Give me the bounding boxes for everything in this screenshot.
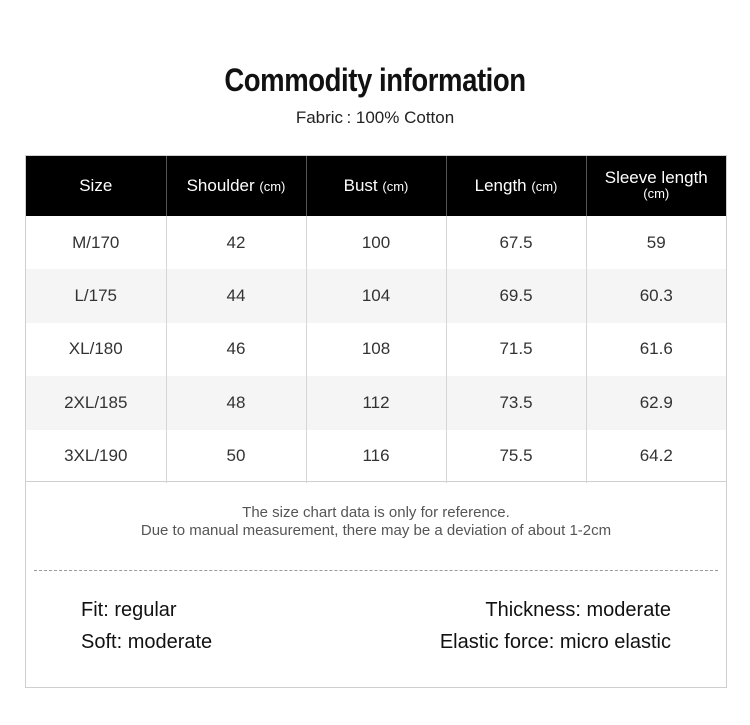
column-header-bust: Bust (cm) [306,156,446,216]
cell-bust: 112 [306,376,446,429]
cell-shoulder: 46 [166,323,306,376]
cell-length: 75.5 [446,430,586,483]
cell-bust: 104 [306,269,446,322]
cell-size: M/170 [26,216,166,269]
notes-panel [25,482,727,688]
fit-property: Fit: regular [81,599,177,621]
table-row [26,216,726,269]
unit-label: (cm) [382,179,409,194]
cell-shoulder: 50 [166,430,306,483]
unit-label: (cm) [531,179,558,194]
thickness-property: Thickness: moderate [485,599,671,621]
dashed-divider [34,570,718,571]
cell-sleeve-length: 62.9 [586,376,726,429]
cell-sleeve-length: 59 [646,232,666,252]
cell-length: 73.5 [446,376,586,429]
soft-property: Soft: moderate [81,631,213,653]
cell-bust: 108 [306,323,446,376]
cell-bust: 100 [306,216,446,269]
cell-size: 2XL/185 [26,376,166,429]
cell-length: 71.5 [446,323,586,376]
table-header-row [26,156,726,216]
table-row [26,323,726,376]
cell-length: 69.5 [446,269,586,322]
page-title: Commodity information [224,62,526,98]
cell-length: 67.5 [446,216,586,269]
cell-sleeve-length: 64.2 [639,446,673,466]
cell-sleeve-length: 61.6 [639,339,673,359]
table-row [26,430,726,483]
unit-label: (cm) [259,179,286,194]
column-header-length: Length (cm) [446,156,586,216]
unit-label: (cm) [643,185,670,201]
table-row [26,269,726,322]
cell-shoulder: 48 [166,376,306,429]
reference-note: The size chart data is only for reference. [242,504,510,521]
cell-shoulder: 44 [166,269,306,322]
cell-size: L/175 [26,269,166,322]
column-header-sleeve-length: Sleeve length (cm) [586,156,726,216]
size-chart [25,155,727,482]
elastic-property: Elastic force: micro elastic [439,631,671,653]
cell-bust: 116 [306,430,446,483]
column-header-shoulder: Shoulder (cm) [166,156,306,216]
cell-sleeve-length: 60.3 [586,269,726,322]
deviation-note: Due to manual measurement, there may be a deviation of about 1-2cm [140,522,612,539]
table-row [26,376,726,429]
fabric-subtitle: Fabric : 100% Cotton [295,108,455,127]
column-header-size: Size [26,156,166,216]
size-table [26,156,726,483]
cell-shoulder: 42 [166,216,306,269]
cell-size: 3XL/190 [26,430,166,483]
cell-size: XL/180 [26,323,166,376]
